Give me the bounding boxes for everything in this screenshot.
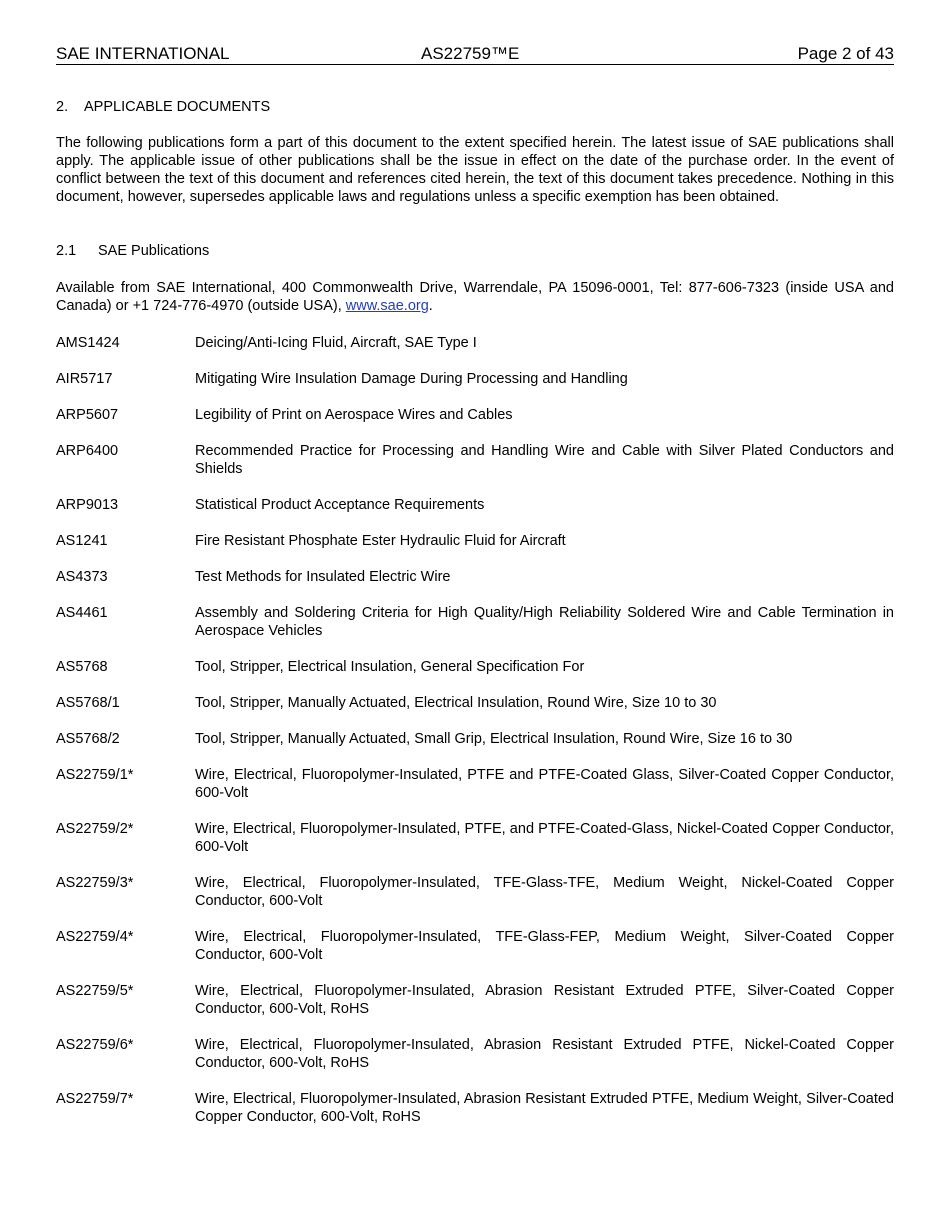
reference-code: AS22759/5* xyxy=(56,983,134,999)
reference-title: Fire Resistant Phosphate Ester Hydraulic Fluid for Aircraft xyxy=(195,533,566,549)
reference-item xyxy=(56,694,894,712)
reference-code: AS5768/2 xyxy=(56,731,120,747)
reference-title: Statistical Product Acceptance Requirements xyxy=(195,497,485,513)
reference-item xyxy=(56,604,894,640)
subsection-title: SAE Publications xyxy=(98,243,210,259)
reference-code: AS5768/1 xyxy=(56,695,120,711)
availability-suffix: . xyxy=(428,298,433,314)
reference-item xyxy=(56,928,894,964)
reference-item xyxy=(56,874,894,910)
reference-code: ARP6400 xyxy=(56,443,119,459)
reference-item xyxy=(56,730,894,748)
reference-item xyxy=(56,532,894,550)
section-intro-paragraph: The following publications form a part of this document to the extent specified herein. The latest issue of SAE publications shall apply. The applicable issue of other publications shall be the issue in effect on the date of the purchase order. In the event of conflict between the text of this document and references cited herein, the text of this document takes precedence. Nothing in this document, however, supersedes applicable laws and regulations unless a specific exemption has been obtained. xyxy=(56,135,894,205)
sae-website-link[interactable]: www.sae.org xyxy=(345,298,429,314)
reference-title: Wire, Electrical, Fluoropolymer-Insulated, TFE-Glass-TFE, Medium Weight, Nickel-Coated Copper Conductor, 600-Volt xyxy=(195,875,894,909)
reference-title: Test Methods for Insulated Electric Wire xyxy=(195,569,451,585)
reference-title: Tool, Stripper, Electrical Insulation, General Specification For xyxy=(195,659,585,675)
availability-text: Available from SAE International, 400 Commonwealth Drive, Warrendale, PA 15096-0001, Tel: 877-606-7323 (inside USA and Canada) or +1 724-776-4970 (outside USA), xyxy=(56,280,894,314)
reference-item xyxy=(56,658,894,676)
reference-list xyxy=(56,334,894,1144)
subsection-number: 2.1 xyxy=(56,243,77,259)
reference-item xyxy=(56,442,894,478)
reference-title: Recommended Practice for Processing and Handling Wire and Cable with Silver Plated Conductors and Shields xyxy=(195,443,894,477)
reference-title: Tool, Stripper, Manually Actuated, Small Grip, Electrical Insulation, Round Wire, Size 16 to 30 xyxy=(195,731,793,747)
reference-title: Assembly and Soldering Criteria for High Quality/High Reliability Soldered Wire and Cable Termination in Aerospace Vehicles xyxy=(195,605,894,639)
section-title: APPLICABLE DOCUMENTS xyxy=(84,99,271,115)
reference-item xyxy=(56,370,894,388)
reference-code: AIR5717 xyxy=(56,371,113,387)
reference-code: AS4461 xyxy=(56,605,108,621)
header-org: SAE INTERNATIONAL xyxy=(56,44,230,63)
subsection-heading xyxy=(56,242,209,260)
reference-title: Mitigating Wire Insulation Damage During Processing and Handling xyxy=(195,371,628,387)
reference-title: Wire, Electrical, Fluoropolymer-Insulated, Abrasion Resistant Extruded PTFE, Nickel-Coated Copper Conductor, 600-Volt, RoHS xyxy=(195,1037,894,1071)
reference-code: AS22759/7* xyxy=(56,1091,134,1107)
reference-title: Wire, Electrical, Fluoropolymer-Insulated, Abrasion Resistant Extruded PTFE, Silver-Coated Copper Conductor, 600-Volt, RoHS xyxy=(195,983,894,1017)
reference-item xyxy=(56,406,894,424)
reference-title: Tool, Stripper, Manually Actuated, Electrical Insulation, Round Wire, Size 10 to 30 xyxy=(195,695,717,711)
reference-code: ARP5607 xyxy=(56,407,119,423)
reference-title: Wire, Electrical, Fluoropolymer-Insulated, PTFE, and PTFE-Coated-Glass, Nickel-Coated Copper Conductor, 600-Volt xyxy=(195,821,894,855)
header-doc-id: AS22759™E xyxy=(421,44,520,63)
reference-title: Legibility of Print on Aerospace Wires and Cables xyxy=(195,407,513,423)
page-header xyxy=(56,44,894,65)
reference-item xyxy=(56,982,894,1018)
reference-code: AS22759/3* xyxy=(56,875,134,891)
reference-code: ARP9013 xyxy=(56,497,119,513)
reference-code: AS5768 xyxy=(56,659,108,675)
reference-item xyxy=(56,496,894,514)
reference-code: AS22759/6* xyxy=(56,1037,134,1053)
reference-item xyxy=(56,334,894,352)
reference-code: AS1241 xyxy=(56,533,108,549)
reference-title: Wire, Electrical, Fluoropolymer-Insulated, PTFE and PTFE-Coated Glass, Silver-Coated Copper Conductor, 600-Volt xyxy=(195,767,894,801)
reference-item xyxy=(56,820,894,856)
reference-title: Wire, Electrical, Fluoropolymer-Insulated, Abrasion Resistant Extruded PTFE, Medium Weight, Silver-Coated Copper Conductor, 600-Volt, RoHS xyxy=(195,1091,894,1125)
reference-item xyxy=(56,766,894,802)
reference-code: AS22759/4* xyxy=(56,929,134,945)
reference-code: AS22759/1* xyxy=(56,767,134,783)
reference-item xyxy=(56,1036,894,1072)
reference-title: Deicing/Anti-Icing Fluid, Aircraft, SAE Type I xyxy=(195,335,477,351)
reference-item xyxy=(56,1090,894,1126)
section-number: 2. xyxy=(56,99,69,115)
header-page-number: Page 2 of 43 xyxy=(797,44,894,63)
reference-code: AS4373 xyxy=(56,569,108,585)
reference-code: AS22759/2* xyxy=(56,821,134,837)
section-heading xyxy=(56,98,270,116)
availability-paragraph xyxy=(56,279,894,315)
reference-code: AMS1424 xyxy=(56,335,120,351)
reference-item xyxy=(56,568,894,586)
reference-title: Wire, Electrical, Fluoropolymer-Insulated, TFE-Glass-FEP, Medium Weight, Silver-Coated Copper Conductor, 600-Volt xyxy=(195,929,894,963)
